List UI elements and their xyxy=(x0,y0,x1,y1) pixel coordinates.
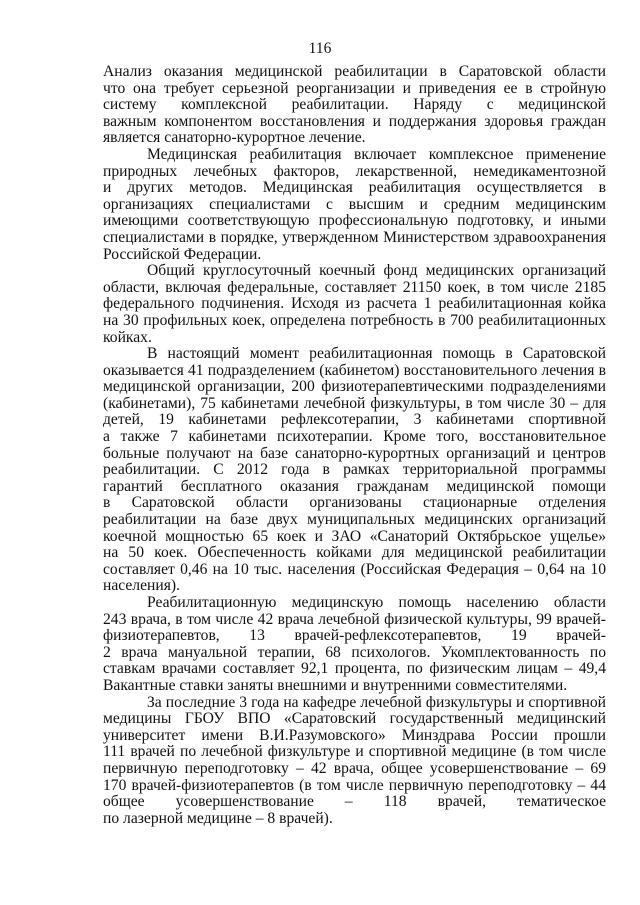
text-line: организациях специалистами с высшим и средним медицинским xyxy=(103,196,606,213)
body-text xyxy=(103,64,606,827)
text-line: больные получают на базе санаторно-курортных организаций и центров xyxy=(103,445,606,462)
text-line: что она требует серьезной реорганизации и приведения ее в стройную xyxy=(103,80,606,97)
text-line: коечной мощностью 65 коек и ЗАО «Санаторий Октябрьское ущелье» xyxy=(103,528,606,545)
text-line: важным компонентом восстановления и поддержания здоровья граждан xyxy=(103,113,606,130)
paragraph xyxy=(103,147,606,263)
text-line: общее усовершенствование – 118 врачей, тематическое xyxy=(103,794,606,811)
page-number: 116 xyxy=(308,40,332,57)
text-line: гарантий бесплатного оказания гражданам медицинской помощи xyxy=(103,478,606,495)
text-line: Общий круглосуточный коечный фонд медицинских организаций xyxy=(147,263,606,280)
text-line: оказывается 41 подразделением (кабинетом) восстановительного лечения в xyxy=(103,362,606,379)
text-line: медицинской организации, 200 физиотерапевтическими подразделениями xyxy=(103,379,606,396)
text-line: населения). xyxy=(103,578,180,595)
text-line: природных лечебных факторов, лекарственной, немедикаментозной xyxy=(103,163,606,180)
text-line: и других методов. Медицинская реабилитация осуществляется в xyxy=(103,180,606,197)
text-line: имеющими соответствующую профессиональную подготовку, и иными xyxy=(103,213,606,230)
text-line: Медицинская реабилитация включает комплексное применение xyxy=(147,146,606,163)
text-line: области, включая федеральные, составляет 21150 коек, в том числе 2185 xyxy=(103,279,606,296)
text-line: (кабинетами), 75 кабинетами лечебной физкультуры, в том числе 30 – для xyxy=(103,395,606,412)
text-line: составляет 0,46 на 10 тыс. населения (Российская Федерация – 0,64 на 10 xyxy=(103,561,606,578)
text-line: на 50 коек. Обеспеченность койками для медицинской реабилитации xyxy=(103,545,606,562)
text-line: а также 7 кабинетами психотерапии. Кроме того, восстановительное xyxy=(103,429,606,446)
paragraph xyxy=(103,346,606,595)
text-line: 2 врача мануальной терапии, 68 психологов. Укомплектованность по xyxy=(103,644,606,661)
text-line: в Саратовской области организованы стационарные отделения xyxy=(103,495,606,512)
text-line: Российской Федерации. xyxy=(103,246,262,263)
text-line: 243 врача, в том числе 42 врача лечебной физической культуры, 99 врачей- xyxy=(103,611,606,628)
paragraph xyxy=(103,595,606,695)
text-line: детей, 19 кабинетами рефлексотерапии, 3 кабинетами спортивной xyxy=(103,412,606,429)
text-line: В настоящий момент реабилитационная помощь в Саратовской xyxy=(147,346,606,363)
text-line: реабилитации. С 2012 года в рамках территориальной программы xyxy=(103,462,606,479)
text-line: Вакантные ставки заняты внешними и внутренними совместителями. xyxy=(103,677,568,694)
text-line: реабилитации на базе двух муниципальных медицинских организаций xyxy=(103,512,606,529)
paragraph xyxy=(103,64,606,147)
text-line: университет имени В.И.Разумовского» Минздрава России прошли xyxy=(103,727,606,744)
text-line: является санаторно-курортное лечение. xyxy=(103,130,366,147)
text-line: Анализ оказания медицинской реабилитации в Саратовской области xyxy=(103,64,606,80)
text-line: на 30 профильных коек, определена потребность в 700 реабилитационных xyxy=(103,312,606,329)
text-line: 170 врачей-физиотерапевтов (в том числе первичную переподготовку – 44 xyxy=(103,777,606,794)
text-line: физиотерапевтов, 13 врачей-рефлексотерапевтов, 19 врачей- xyxy=(103,628,606,645)
text-line: койках. xyxy=(103,329,152,346)
text-line: Реабилитационную медицинскую помощь населению области xyxy=(147,595,606,611)
text-line: первичную переподготовку – 42 врача, общее усовершенствование – 69 xyxy=(103,760,606,777)
text-line: 111 врачей по лечебной физкультуре и спортивной медицине (в том числе xyxy=(103,744,606,761)
text-line: ставкам врачами составляет 92,1 процента, по физическим лицам – 49,4 xyxy=(103,661,606,678)
text-line: систему комплексной реабилитации. Наряду с медицинской xyxy=(103,97,606,114)
text-line: федерального подчинения. Исходя из расчета 1 реабилитационная койка xyxy=(103,296,606,313)
paragraph xyxy=(103,695,606,828)
paragraph xyxy=(103,263,606,346)
text-line: За последние 3 года на кафедре лечебной физкультуры и спортивной xyxy=(147,694,606,711)
text-line: медицины ГБОУ ВПО «Саратовский государственный медицинский xyxy=(103,711,606,728)
text-line: по лазерной медицине – 8 врачей). xyxy=(103,810,333,827)
text-line: специалистами в порядке, утвержденном Министерством здравоохранения xyxy=(103,229,606,246)
